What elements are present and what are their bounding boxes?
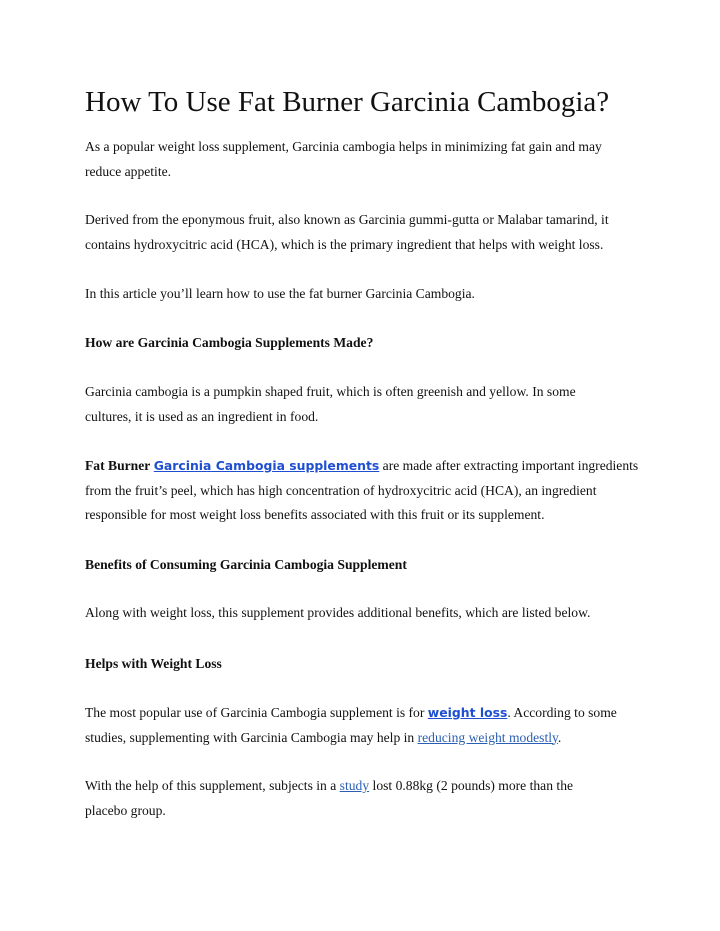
extraction-paragraph (85, 454, 645, 528)
article-intro-paragraph (85, 282, 645, 307)
paragraph-line: As a popular weight loss supplement, Garcinia cambogia helps in minimizing fat gain and may (85, 139, 602, 154)
paragraph-line (85, 701, 645, 726)
weight-loss-link[interactable]: weight loss (427, 705, 508, 720)
fruit-paragraph (85, 380, 645, 429)
line-text: . (557, 729, 562, 745)
section-heading-benefits: Benefits of Consuming Garcinia Cambogia Supplement (85, 557, 407, 572)
garcinia-supplements-link[interactable]: Garcinia Cambogia supplements (153, 458, 380, 473)
paragraph-line: In this article you’ll learn how to use the fat burner Garcinia Cambogia. (85, 286, 475, 301)
lead-text: Fat Burner (85, 458, 151, 473)
paragraph-line: responsible for most weight loss benefits associated with this fruit or its supplement. (85, 507, 545, 522)
page-title: How To Use Fat Burner Garcinia Cambogia? (85, 86, 610, 118)
paragraph-line: from the fruit’s peel, which has high concentration of hydroxycitric acid (HCA), an ingredient (85, 482, 597, 498)
reducing-weight-link[interactable]: reducing weight modestly (417, 729, 558, 745)
paragraph-line (85, 726, 645, 751)
paragraph-line: reduce appetite. (85, 163, 172, 179)
study-paragraph (85, 774, 645, 823)
section-heading-made: How are Garcinia Cambogia Supplements Made? (85, 335, 374, 350)
line-text: The most popular use of Garcinia Cambogia supplement is for (85, 705, 428, 720)
line-text: studies, supplementing with Garcinia Cambogia may help in (85, 729, 418, 745)
intro-paragraph (85, 135, 645, 184)
paragraph-line: cultures, it is used as an ingredient in food. (85, 408, 319, 424)
origin-paragraph (85, 208, 645, 257)
paragraph-line: contains hydroxycitric acid (HCA), which is the primary ingredient that helps with weight loss. (85, 236, 604, 252)
study-link[interactable]: study (339, 778, 370, 793)
line-text: . According to some (507, 705, 617, 720)
section-heading-weight-loss: Helps with Weight Loss (85, 656, 222, 671)
benefits-intro-paragraph (85, 601, 645, 626)
line-text: With the help of this supplement, subjects in a (85, 778, 340, 793)
paragraph-line: Garcinia cambogia is a pumpkin shaped fruit, which is often greenish and yellow. In some (85, 384, 576, 399)
paragraph-line: Along with weight loss, this supplement provides additional benefits, which are listed below. (85, 605, 591, 620)
line-text: are made after extracting important ingredients (379, 458, 639, 473)
line-text: lost 0.88kg (2 pounds) more than the (369, 778, 574, 793)
paragraph-line: placebo group. (85, 802, 166, 818)
paragraph-line: Derived from the eponymous fruit, also known as Garcinia gummi-gutta or Malabar tamarind, it (85, 212, 609, 227)
paragraph-line (85, 774, 645, 799)
paragraph-line (85, 454, 645, 479)
weight-loss-paragraph (85, 701, 645, 750)
